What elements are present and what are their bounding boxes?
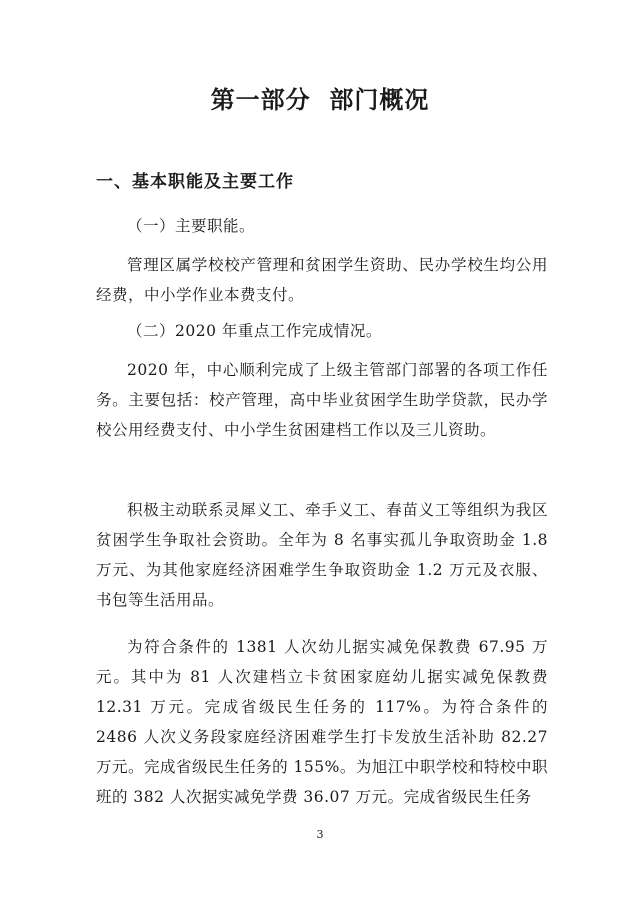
- subheading-key-work-2020: （二）2020 年重点工作完成情况。: [127, 322, 382, 340]
- paragraph-work-overview: 2020 年，中心顺利完成了上级主管部门部署的各项工作任务。主要包括：校产管理，高中毕业贫困学生助学贷款，民办学校公用经费支付、中小学生贫困建档工作以及三儿资助。: [96, 361, 548, 439]
- subheading-main-functions: （一）主要职能。: [127, 217, 256, 235]
- paragraph-fee-reduction: 为符合条件的 1381 人次幼儿据实减免保教费 67.95 万元。其中为 81 人次建档立卡贫困家庭幼儿据实减免保教费 12.31 万元。完成省级民生任务的 117%。为符合条件的 2486 人次义务段家庭经济困难学生打卡发放生活补助 82.27 万元。完成省级民生任务的 155%。为旭江中职学校和特校中职班的 382 人次据实减免学费 36.07 万元。完成省级民生任务: [96, 638, 548, 806]
- paragraph-main-functions: 管理区属学校校产管理和贫困学生资助、民办学校生均公用经费，中小学作业本费支付。: [96, 256, 548, 304]
- page-number: 3: [316, 828, 324, 841]
- page-title: 第一部分 部门概况: [210, 86, 430, 114]
- section-heading: 一、基本职能及主要工作: [96, 172, 294, 192]
- paragraph-social-aid: 积极主动联系灵犀义工、牵手义工、春苗义工等组织为我区贫困学生争取社会资助。全年为 8 名事实孤儿争取资助金 1.8 万元、为其他家庭经济困难学生争取资助金 1.2 万元及衣服、书包等生活用品。: [96, 501, 548, 609]
